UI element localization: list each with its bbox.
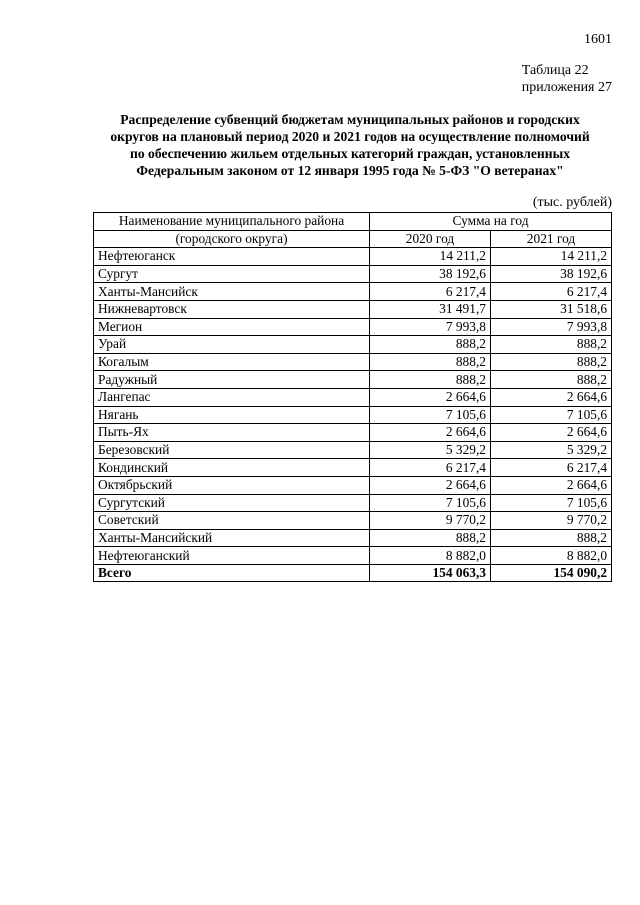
total-label: Всего	[94, 564, 370, 582]
amount-2020: 31 491,7	[370, 300, 491, 318]
table-row	[94, 406, 612, 424]
municipality-name: Лангепас	[94, 388, 370, 406]
amount-2020: 888,2	[370, 529, 491, 547]
table-row	[94, 353, 612, 371]
amount-2021: 9 770,2	[491, 512, 612, 530]
amount-2021: 31 518,6	[491, 300, 612, 318]
amount-2020: 7 105,6	[370, 406, 491, 424]
amount-2021: 888,2	[491, 529, 612, 547]
amount-2021: 6 217,4	[491, 459, 612, 477]
table-reference-line1: Таблица 22	[521, 63, 589, 78]
amount-2021: 7 993,8	[491, 318, 612, 336]
table-row	[94, 283, 612, 301]
municipality-name: Когалым	[94, 353, 370, 371]
title-line2: округов на плановый период 2020 и 2021 годов на осуществление полномочий	[110, 129, 590, 144]
amount-2021: 5 329,2	[491, 441, 612, 459]
municipality-name: Нефтеюганский	[94, 547, 370, 565]
amount-2020: 5 329,2	[370, 441, 491, 459]
table-row	[94, 424, 612, 442]
municipality-name: Березовский	[94, 441, 370, 459]
header-name-line2: (городского округа)	[94, 230, 370, 248]
total-row	[94, 564, 612, 582]
amount-2021: 6 217,4	[491, 283, 612, 301]
municipality-name: Сургутский	[94, 494, 370, 512]
amount-2021: 2 664,6	[491, 476, 612, 494]
header-name-line1: Наименование муниципального района	[94, 213, 370, 231]
title-line4: Федеральным законом от 12 января 1995 года № 5-ФЗ "О ветеранах"	[136, 163, 564, 178]
amount-2021: 888,2	[491, 353, 612, 371]
amount-2021: 2 664,6	[491, 388, 612, 406]
municipality-name: Мегион	[94, 318, 370, 336]
table-reference	[522, 62, 612, 96]
table-row	[94, 318, 612, 336]
municipality-name: Нягань	[94, 406, 370, 424]
amount-2020: 6 217,4	[370, 283, 491, 301]
amount-2020: 2 664,6	[370, 424, 491, 442]
amount-2020: 38 192,6	[370, 265, 491, 283]
municipality-name: Ханты-Мансийск	[94, 283, 370, 301]
table-row	[94, 529, 612, 547]
total-2020: 154 063,3	[370, 564, 491, 582]
amount-2021: 2 664,6	[491, 424, 612, 442]
amount-2020: 2 664,6	[370, 388, 491, 406]
table-row	[94, 388, 612, 406]
table-reference-line2: приложения 27	[521, 80, 612, 95]
amount-2020: 9 770,2	[370, 512, 491, 530]
page-number: 1601	[584, 32, 612, 47]
table-row	[94, 265, 612, 283]
amount-2020: 14 211,2	[370, 248, 491, 266]
table-row	[94, 512, 612, 530]
amount-2020: 7 993,8	[370, 318, 491, 336]
municipality-name: Нефтеюганск	[94, 248, 370, 266]
total-2021: 154 090,2	[491, 564, 612, 582]
amount-2021: 7 105,6	[491, 406, 612, 424]
municipality-name: Нижневартовск	[94, 300, 370, 318]
municipality-name: Радужный	[94, 371, 370, 389]
header-year-2020: 2020 год	[370, 230, 491, 248]
amount-2021: 38 192,6	[491, 265, 612, 283]
title-line3: по обеспечению жильем отдельных категорий граждан, установленных	[130, 146, 570, 161]
amount-2020: 6 217,4	[370, 459, 491, 477]
municipality-name: Сургут	[94, 265, 370, 283]
municipality-name: Пыть-Ях	[94, 424, 370, 442]
municipality-name: Урай	[94, 336, 370, 354]
table-row	[94, 248, 612, 266]
table-row	[94, 300, 612, 318]
municipality-name: Ханты-Мансийский	[94, 529, 370, 547]
table-row	[94, 336, 612, 354]
amount-2020: 2 664,6	[370, 476, 491, 494]
table-row	[94, 441, 612, 459]
amount-2020: 7 105,6	[370, 494, 491, 512]
table-row	[94, 459, 612, 477]
subvention-table	[93, 212, 612, 582]
amount-2021: 14 211,2	[491, 248, 612, 266]
table-row	[94, 476, 612, 494]
table-row	[94, 371, 612, 389]
title-line1: Распределение субвенций бюджетам муниципальных районов и городских	[120, 112, 580, 127]
document-title	[90, 111, 610, 179]
municipality-name: Кондинский	[94, 459, 370, 477]
header-sum: Сумма на год	[370, 213, 612, 231]
amount-2021: 8 882,0	[491, 547, 612, 565]
amount-2021: 888,2	[491, 336, 612, 354]
unit-note: (тыс. рублей)	[532, 195, 612, 210]
table-row	[94, 494, 612, 512]
header-year-2021: 2021 год	[491, 230, 612, 248]
table-body	[94, 248, 612, 582]
table-row	[94, 547, 612, 565]
municipality-name: Октябрьский	[94, 476, 370, 494]
amount-2020: 888,2	[370, 336, 491, 354]
amount-2021: 7 105,6	[491, 494, 612, 512]
municipality-name: Советский	[94, 512, 370, 530]
amount-2020: 888,2	[370, 353, 491, 371]
amount-2020: 888,2	[370, 371, 491, 389]
amount-2020: 8 882,0	[370, 547, 491, 565]
amount-2021: 888,2	[491, 371, 612, 389]
